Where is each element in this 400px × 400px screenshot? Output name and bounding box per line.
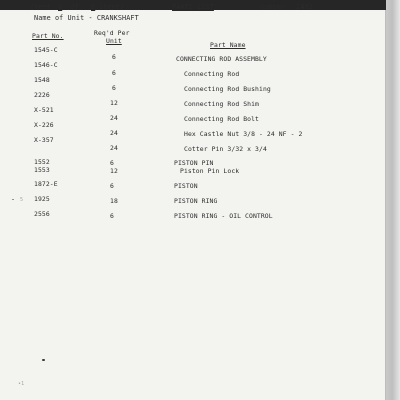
page-title: PARTS LIST xyxy=(172,3,214,11)
quantity: 6 xyxy=(112,84,116,92)
part-name: Connecting Rod Shim xyxy=(184,100,260,108)
quantity: 6 xyxy=(112,53,116,61)
quantity: 6 xyxy=(110,182,114,190)
quantity: 24 xyxy=(110,114,118,122)
part-number: 1925 xyxy=(34,195,50,203)
sheet-of: Of xyxy=(70,3,79,11)
part-number: X-521 xyxy=(34,106,54,114)
part-number: 2556 xyxy=(34,210,50,218)
quantity: 12 xyxy=(110,167,118,175)
part-number: X-357 xyxy=(34,136,54,144)
sheets-label: Sheets xyxy=(99,3,125,11)
number-value: 2402 xyxy=(296,3,313,11)
part-name: Connecting Rod Bolt xyxy=(184,115,260,123)
part-number: 1548 xyxy=(34,76,50,84)
part-number: 1553 xyxy=(34,166,50,174)
column-header-reqd: Req'd Per xyxy=(94,29,130,37)
unit-name: Name of Unit - CRANKSHAFT xyxy=(34,14,139,22)
sheet-total: 8 xyxy=(91,3,96,11)
part-number: 1872-E xyxy=(34,180,58,188)
part-name: PISTON PIN xyxy=(174,159,214,167)
part-name: PISTON RING xyxy=(174,197,218,205)
quantity: 6 xyxy=(110,159,114,167)
part-number: X-226 xyxy=(34,121,54,129)
part-name: Piston Pin Lock xyxy=(180,167,240,175)
quantity: 24 xyxy=(110,129,118,137)
ink-speck xyxy=(42,359,45,361)
part-name: CONNECTING ROD ASSEMBLY xyxy=(176,55,267,63)
margin-mark: 5 xyxy=(20,197,24,203)
column-header-unit: Unit xyxy=(106,37,122,45)
scanner-right-edge xyxy=(386,0,400,400)
column-header-part-name: Part Name xyxy=(210,41,246,49)
part-name: Cotter Pin 3/32 x 3/4 xyxy=(184,145,267,153)
column-header-part-no: Part No. xyxy=(32,32,64,40)
part-number: 1552 xyxy=(34,158,50,166)
part-number: 2226 xyxy=(34,91,50,99)
ink-speck xyxy=(12,199,14,200)
sheet-prefix: Sheet xyxy=(30,3,51,11)
number-label: Number xyxy=(260,3,286,11)
quantity: 6 xyxy=(112,69,116,77)
part-name: Hex Castle Nut 3/8 - 24 NF - 2 xyxy=(184,130,303,138)
part-name: PISTON RING - OIL CONTROL xyxy=(174,212,273,220)
quantity: 18 xyxy=(110,197,118,205)
part-name: PISTON xyxy=(174,182,198,190)
part-number: 1545-C xyxy=(34,46,58,54)
quantity: 6 xyxy=(110,212,114,220)
quantity: 12 xyxy=(110,99,118,107)
part-name: Connecting Rod xyxy=(184,70,240,78)
part-number: 1546-C xyxy=(34,61,58,69)
quantity: 24 xyxy=(110,144,118,152)
sheet-number: 6 xyxy=(58,3,63,11)
part-name: Connecting Rod Bushing xyxy=(184,85,271,93)
margin-mark: •1 xyxy=(18,381,25,387)
